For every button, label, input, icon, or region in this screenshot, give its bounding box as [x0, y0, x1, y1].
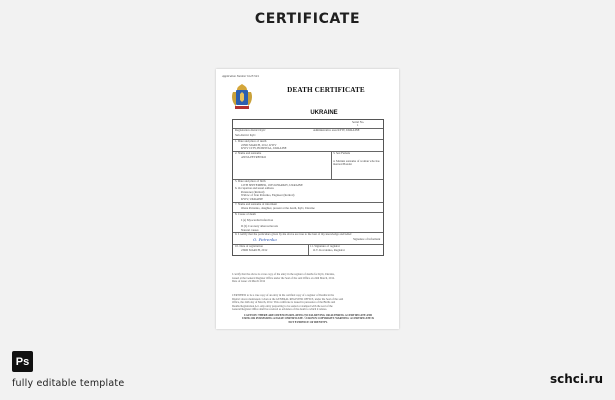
footer-line: I certify that the above is a true copy of the entry in the register of deaths for Kyiv, Ukraine, [232, 273, 335, 276]
application-number: Application Number 6123/34/1 [222, 74, 260, 78]
footer-line: Office, the 24th day of March, 2012. This certificate is issued in pursuance of the Births and [232, 301, 336, 305]
form-row: Pensioner (Retired) [241, 189, 265, 194]
site-brand: schci.ru [549, 372, 603, 386]
template-caption: fully editable template [12, 378, 125, 389]
form-row: I (a) Myocardial infarction [241, 218, 274, 222]
certificate-form [232, 119, 384, 256]
ukraine-coat-of-arms-icon [228, 82, 256, 112]
informant-signature: O. Petrenko [253, 237, 277, 242]
form-row: Natural causes [241, 227, 259, 232]
form-row: Administrative area KYIV, UKRAINE [313, 128, 360, 132]
form-row: 4. Maiden surname of woman who has married Bondar [333, 159, 380, 167]
form-row: II (b) Coronary atherosclerosis [241, 224, 278, 228]
form-row: Sub-district Kyiv [235, 133, 256, 137]
form-row: Olena Petrenko, daughter, present at the death, Kyiv, Ukraine [241, 205, 315, 210]
page-title: CERTIFICATE [254, 11, 361, 27]
form-row: 5. Date and place of birth [235, 179, 266, 183]
form-row: 11. Signature of registrar [310, 244, 340, 248]
footer-line: Deaths Registration Act. Any entry purporting to be sealed or stamped with the seal of the [232, 304, 333, 308]
form-row: 8. Cause of death [235, 212, 256, 216]
form-row: 22ND MARCH, 2012, KYIV [241, 142, 277, 147]
serial-label: Serial No. [352, 120, 365, 124]
footer-line: District above mentioned. Given at the GENERAL REGISTER OFFICE, under the Seal of the said [232, 297, 344, 301]
footer-line: CERTIFIED to be a true copy of an entry in the certified copy of a register of Deaths in the [232, 294, 334, 297]
footer-line: issued at the General Register Office under the Seal of the said Office on 24th March, 2012. [232, 276, 335, 280]
form-row: 9. I certify that the particulars given by me above are true to the best of my knowledge and belief [235, 232, 352, 236]
photoshop-icon: Ps [12, 351, 33, 372]
certified-copy-text [232, 294, 384, 312]
country-name: UKRAINE [310, 110, 338, 116]
form-row: 23RD MARCH, 2012 [241, 248, 268, 252]
form-row: 3. Sex Female [333, 151, 351, 155]
footer-line: General Register Office shall be received as evidence of the death to which it relates. [232, 308, 328, 312]
form-rule [308, 244, 309, 255]
form-row: KYIV CITY, HOSPITAL, UKRAINE [241, 146, 287, 150]
form-row: Widow of Ivan Petrenko, Engineer (Retired) [241, 193, 295, 197]
serial-value: 1 [357, 123, 359, 127]
form-row: 7. Name and surname of informant [235, 202, 277, 206]
form-row: 10. Date of registration [235, 244, 263, 248]
form-row: KYIV, UKRAINE [241, 196, 264, 201]
form-row: 12TH SEPTEMBER, 1935 KHARKIV, UKRAINE [241, 182, 303, 187]
form-rule [331, 151, 332, 179]
caution-notice: CAUTION: THERE ARE OFFENCES RELATING TO FALSIFYING OR ALTERING A CERTIFICATE AND USING OR POSSESSING A FALSE CERTIFICATE. ©CROWN COPYRIGHT. WARNING: A CERTIFICATE IS NOT EVIDENCE OF IDENTITY. [242, 314, 375, 324]
form-row: 6. Occupation and usual address [235, 186, 274, 190]
form-row: O.V. Kovalenko, Registrar [313, 248, 345, 252]
certificate-title: DEATH CERTIFICATE [287, 86, 365, 94]
form-row: Registration district Kyiv [235, 128, 266, 132]
certification-text [232, 273, 384, 284]
form-row: 2. Name and surname [235, 151, 262, 155]
footer-line: Date of issue: 24 March 2012 [232, 280, 266, 284]
certificate-document [216, 69, 399, 329]
form-row: 1. Date and place of death [235, 139, 267, 143]
form-row: ANNA PETRENKO [241, 154, 266, 159]
form-row: Signature of informant [353, 237, 381, 241]
